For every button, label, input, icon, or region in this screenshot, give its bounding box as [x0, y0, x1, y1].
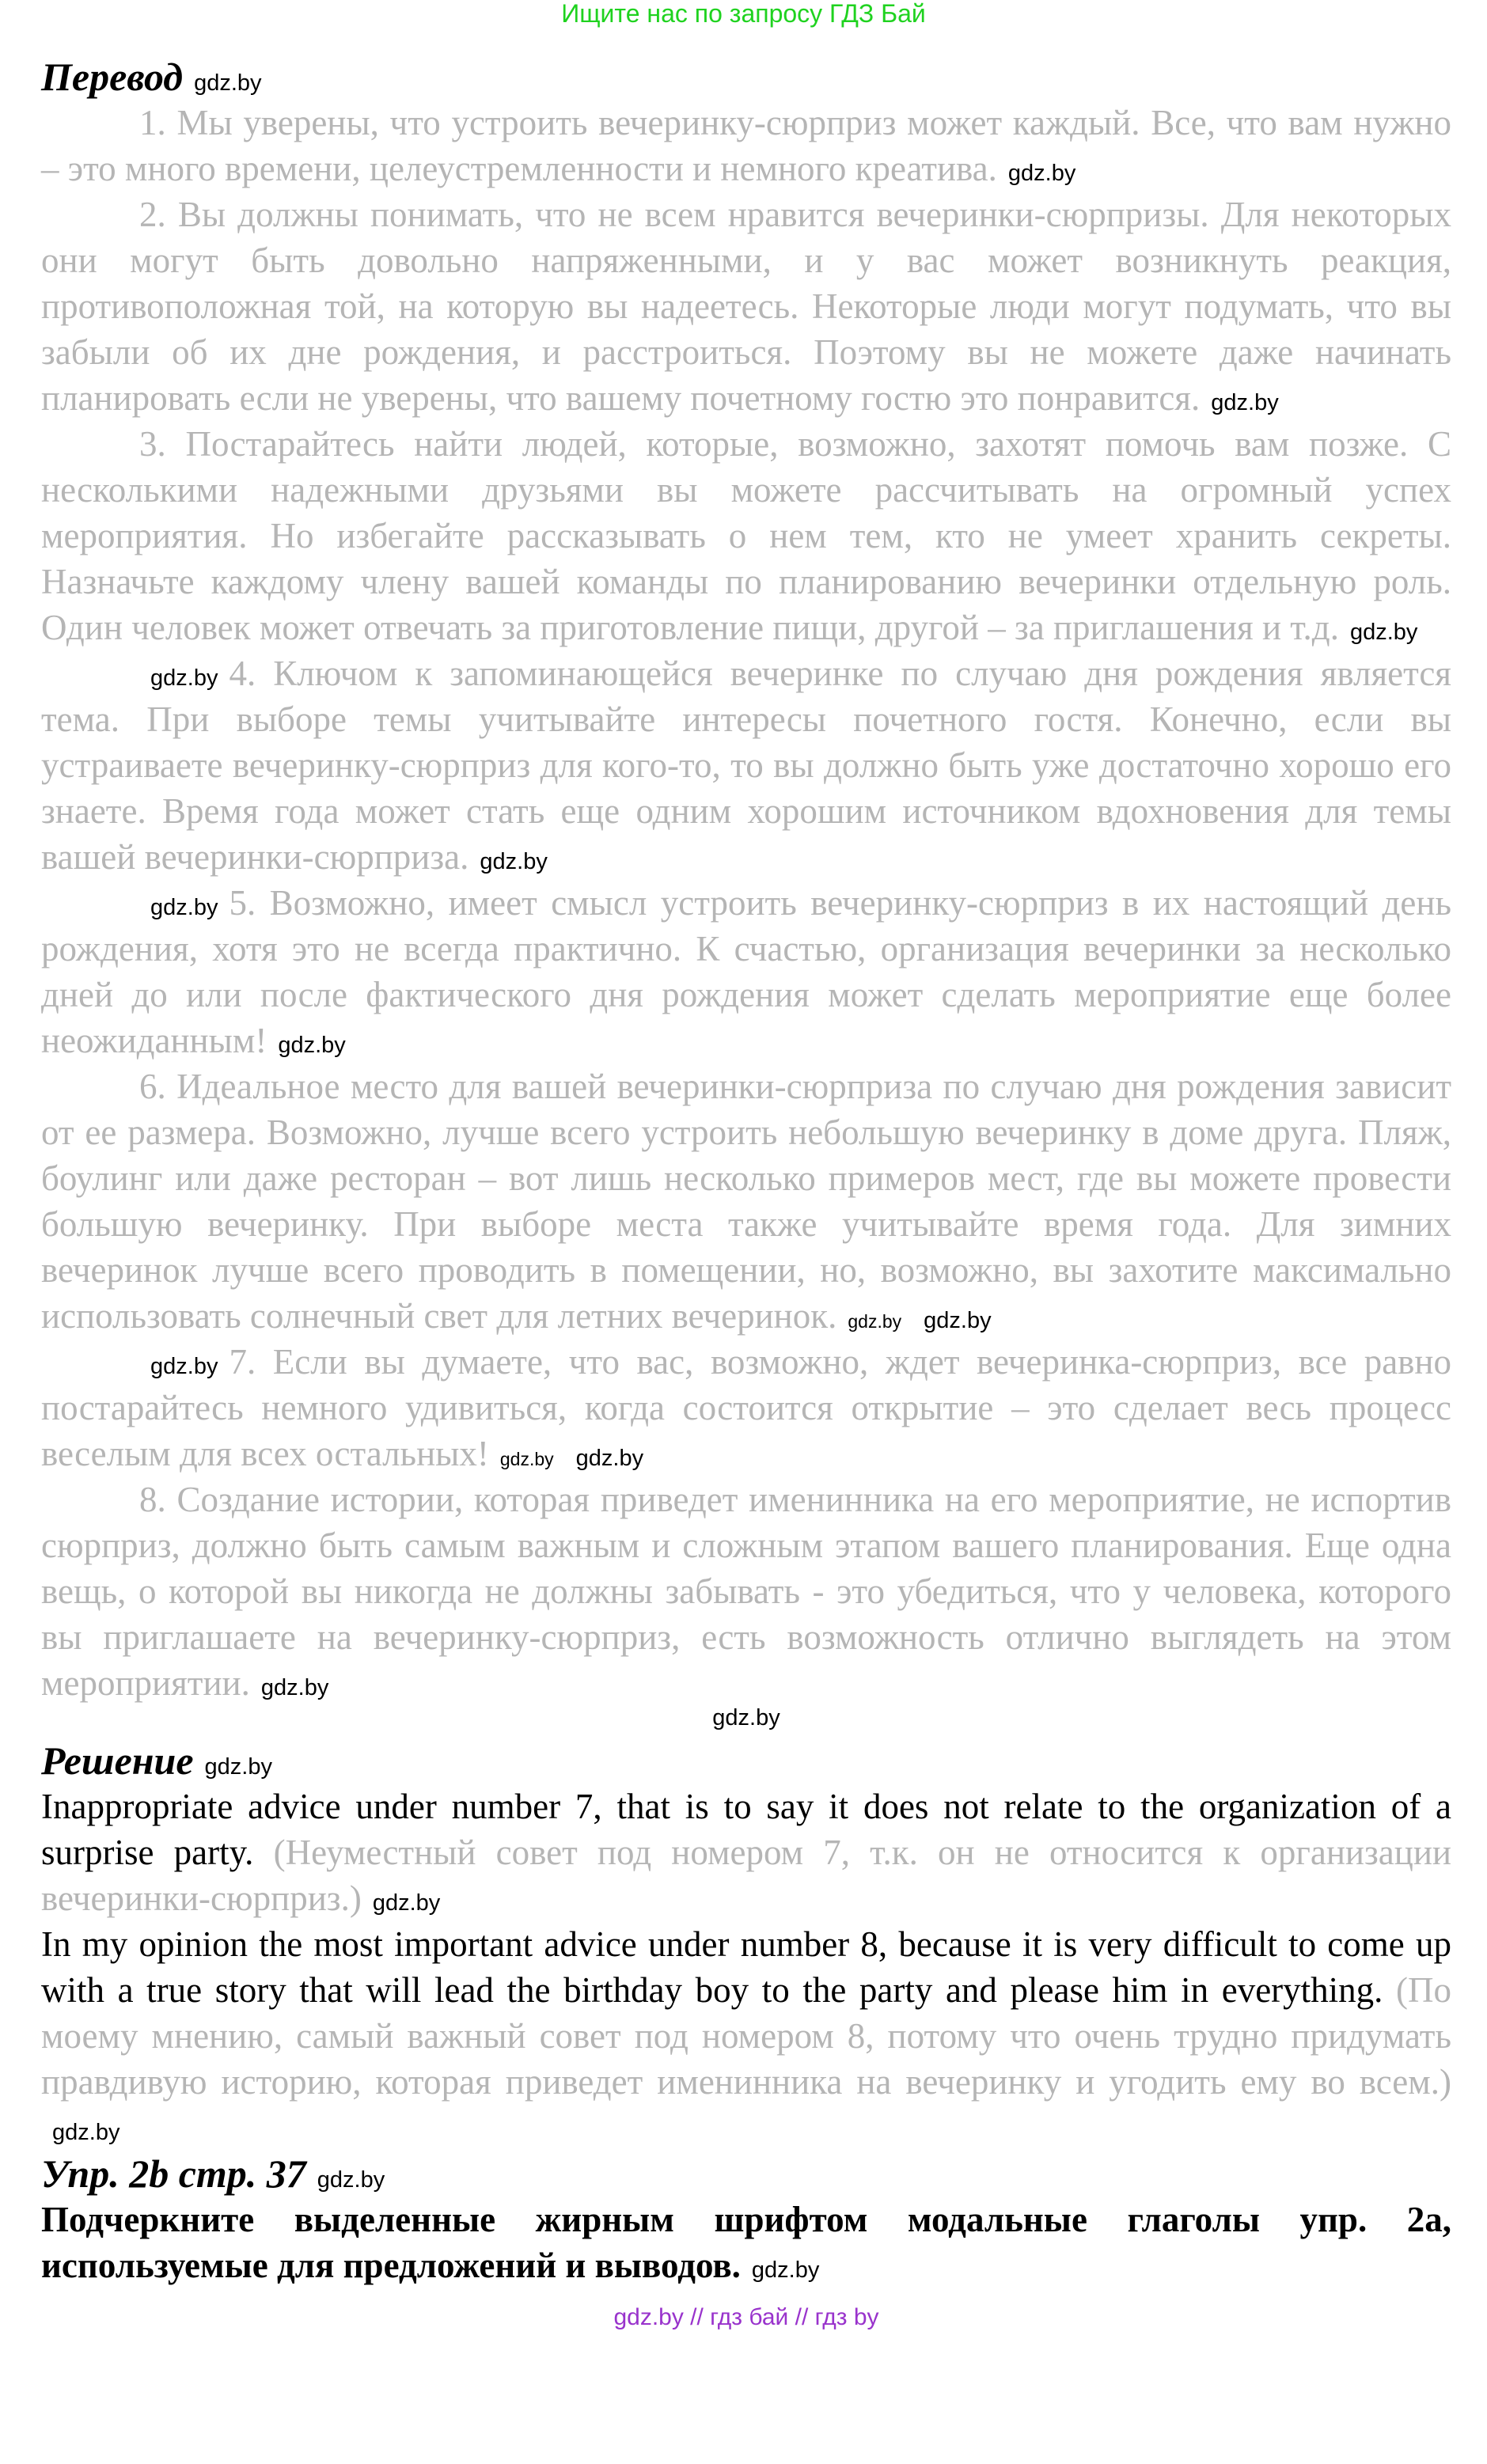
solution-heading-row [41, 1738, 1451, 1784]
exercise-heading-row [41, 2151, 1451, 2197]
watermark: gdz.by [278, 1033, 346, 1058]
footer-links[interactable]: gdz.by // гдз бай // гдз by [613, 2304, 879, 2330]
watermark: gdz.by [499, 1449, 554, 1469]
answer-1-russian: (Неуместный совет под номером 7, т.к. он не относится к организации вечеринки-сюрприз.) [41, 1833, 1452, 1918]
answer-2-russian: (По моему мнению, самый важный совет под номером 8, потому что очень трудно придумать правдивую историю, которая приведет именинника на вечеринку и угодить ему во всем.) [41, 1970, 1451, 2102]
watermark: gdz.by [1007, 161, 1076, 186]
paragraph-8-text: 8. Создание истории, которая приведет именинника на его мероприятие, не испортив сюрприз, должно быть самым важным и сложным этапом вашего планирования. Еще одна вещь, о которой вы никогда не должны забывать - это убедиться, что у человека, которого вы приглашаете на вечеринку-сюрприз, есть возможность отлично выглядеть на этом мероприятии. [41, 1480, 1451, 1703]
solution-body [41, 1784, 1451, 2151]
watermark: gdz.by [317, 2167, 385, 2193]
watermark: gdz.by [1349, 620, 1418, 645]
paragraph-5 [41, 880, 1451, 1063]
exercise-heading: Упр. 2b стр. 37 [41, 2151, 306, 2196]
watermark: gdz.by [194, 70, 262, 96]
watermark: gdz.by [150, 665, 218, 691]
watermark: gdz.by [575, 1446, 644, 1471]
watermark: gdz.by [52, 2120, 120, 2145]
paragraph-6-text: 6. Идеальное место для вашей вечеринки-сюрприза по случаю дня рождения зависит от ее размера. Возможно, лучше всего устроить небольшую вечеринку в доме друга. Пляж, боулинг или даже ресторан – вот лишь несколько примеров мест, где вы можете провести большую вечеринку. При выборе места также учитывайте время года. Для зимних вечеринок лучше всего проводить в помещении, но, возможно, вы захотите максимально использовать солнечный свет для летних вечеринок. [41, 1067, 1451, 1336]
paragraph-1-text: 1. Мы уверены, что устроить вечеринку-сюрприз может каждый. Все, что вам нужно – это много времени, целеустремленности и немного креатива. [41, 103, 1451, 188]
watermark: gdz.by [150, 1354, 218, 1379]
watermark: gdz.by [924, 1308, 992, 1333]
paragraph-7-text: 7. Если вы думаете, что вас, возможно, ждет вечеринка-сюрприз, все равно постарайтесь немного удивиться, когда состоится открытие – это сделает весь процесс веселым для всех остальных! [41, 1342, 1451, 1473]
answer-2 [41, 1921, 1451, 2151]
paragraph-5-text: 5. Возможно, имеет смысл устроить вечеринку-сюрприз в их настоящий день рождения, хотя это не всегда практично. К счастью, организация вечеринки за несколько дней до или после фактического дня рождения может сделать мероприятие еще более неожиданным! [41, 883, 1451, 1060]
translation-heading: Перевод [41, 55, 184, 99]
answer-1-english: Inappropriate advice under number 7, that is to say it does not relate to the organization of a surprise party. [41, 1787, 1451, 1872]
watermark: gdz.by [1211, 390, 1279, 415]
paragraph-6 [41, 1063, 1451, 1339]
paragraph-3-text: 3. Постарайтесь найти людей, которые, возможно, захотят помочь вам позже. С несколькими надежными друзьями вы можете рассчитывать на огромный успех мероприятия. Но избегайте рассказывать о нем тем, кто не умеет хранить секреты. Назначьте каждому члену вашей команды по планированию вечеринки отдельную роль. Один человек может отвечать за приготовление пищи, другой – за приглашения и т.д. [41, 424, 1451, 647]
paragraph-2-text: 2. Вы должны понимать, что не всем нравится вечеринки-сюрпризы. Для некоторых они могут быть довольно напряженными, и у вас может возникнуть реакция, противоположная той, на которую вы надеетесь. Некоторые люди могут подумать, что вы забыли об их дне рождения, и расстроиться. Поэтому вы не можете даже начинать планировать если не уверены, что вашему почетному гостю это понравится. [41, 195, 1451, 418]
solution-heading: Решение [41, 1738, 194, 1783]
paragraph-8 [41, 1477, 1451, 1706]
exercise-instruction-row [41, 2197, 1451, 2288]
paragraph-1 [41, 100, 1451, 191]
answer-1 [41, 1784, 1451, 1921]
paragraph-7 [41, 1339, 1451, 1477]
translation-heading-row [41, 54, 1451, 100]
paragraph-4-text: 4. Ключом к запоминающейся вечеринке по случаю дня рождения является тема. При выборе темы учитывайте интересы почетного гостя. Конечно, если вы устраиваете вечеринку-сюрприз для кого-то, то вы должно быть уже достаточно хорошо его знаете. Время года может стать еще одним хорошим источником вдохновения для темы вашей вечеринки-сюрприза. [41, 654, 1451, 877]
answer-2-english: In my opinion the most important advice under number 8, because it is very difficult to come up with a true story that will lead the birthday boy to the party and please him in everything. [41, 1924, 1451, 2010]
paragraph-4 [41, 650, 1451, 880]
watermark: gdz.by [480, 849, 548, 874]
exercise-instruction: Подчеркните выделенные жирным шрифтом модальные глаголы упр. 2a, используемые для предложений и выводов. [41, 2200, 1451, 2285]
paragraph-3 [41, 421, 1451, 650]
watermark: gdz.by [372, 1890, 441, 1916]
watermark: gdz.by [260, 1675, 329, 1700]
watermark: gdz.by [204, 1754, 272, 1780]
watermark: gdz.by [751, 2257, 820, 2283]
watermark: gdz.by [848, 1311, 902, 1332]
search-banner[interactable]: Ищите нас по запросу ГДЗ Бай [561, 0, 926, 28]
watermark: gdz.by [712, 1705, 780, 1730]
translation-body [41, 100, 1451, 1706]
paragraph-2 [41, 191, 1451, 421]
watermark-row [41, 1706, 1451, 1738]
watermark: gdz.by [150, 895, 218, 920]
